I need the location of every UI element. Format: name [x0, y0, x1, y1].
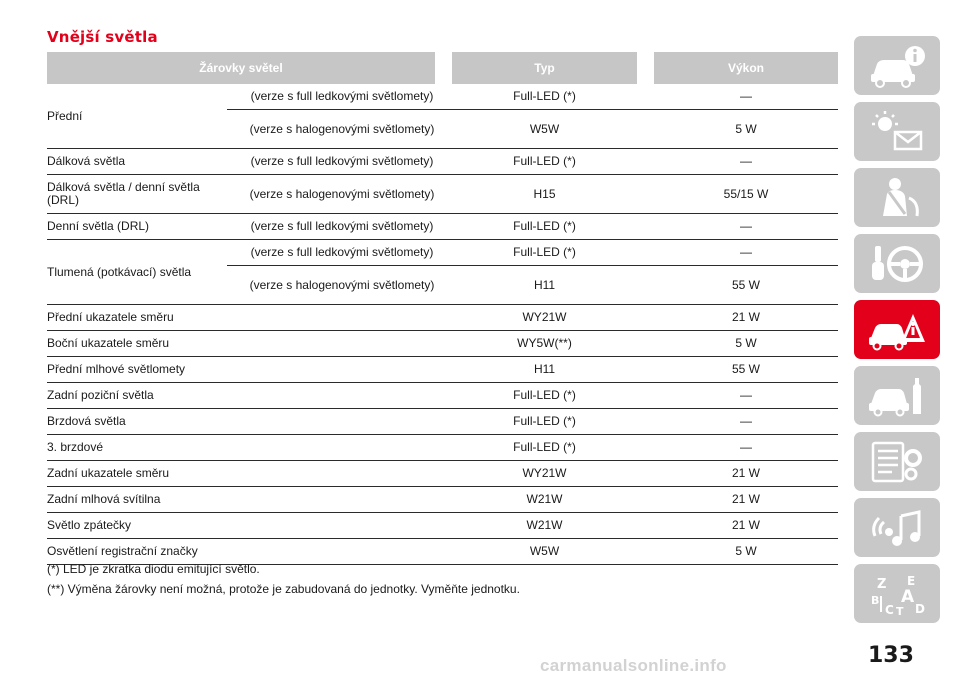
- bulb-type: Full-LED (*): [513, 440, 576, 454]
- bulb-power: 55 W: [731, 362, 760, 376]
- index-letter: E: [907, 573, 916, 588]
- bulb-name: Dálková světla: [47, 154, 126, 168]
- bulb-name: Zadní mlhová svítilna: [47, 492, 161, 506]
- bulb-power: —: [740, 245, 752, 259]
- multimedia-icon: [867, 506, 927, 550]
- index-icon: [867, 572, 927, 616]
- tab-multimedia[interactable]: [854, 498, 940, 557]
- bulb-name: Zadní ukazatele směru: [47, 466, 170, 480]
- car-maintenance-icon: [867, 374, 927, 418]
- technical-data-icon: [867, 440, 927, 484]
- table-subrow: [227, 84, 838, 110]
- index-letter: C: [885, 602, 894, 616]
- bulb-type: Full-LED (*): [513, 388, 576, 402]
- table-header: [47, 52, 838, 84]
- bulb-power: 5 W: [735, 336, 757, 350]
- bulb-type: W5W: [529, 544, 560, 558]
- tab-safety[interactable]: [854, 168, 940, 227]
- tab-dashboard-lights[interactable]: [854, 102, 940, 161]
- bulb-name: Osvětlení registrační značky: [47, 544, 198, 558]
- table-subrow: [227, 266, 838, 304]
- index-letter: D: [915, 601, 925, 616]
- dashboard-lights-icon: [867, 110, 927, 154]
- safety-seatbelt-icon: [867, 176, 927, 220]
- section-title: Vnější světla: [47, 28, 158, 46]
- bulb-power: —: [740, 89, 752, 103]
- index-letter: Z: [877, 576, 887, 592]
- variant: (verze s halogenovými světlomety): [249, 186, 435, 201]
- tab-key-steering[interactable]: [854, 234, 940, 293]
- tab-emergency[interactable]: [854, 300, 940, 359]
- footnote-unit: (**) Výměna žárovky není možná, protože je zabudovaná do jednotky. Vyměňte jednotku.: [47, 582, 520, 596]
- bulb-type: H11: [533, 362, 556, 376]
- bulb-power: 5 W: [735, 121, 757, 136]
- bulb-name: Tlumená (potkávací) světla: [47, 264, 192, 279]
- table-row: [47, 149, 838, 175]
- bulb-power: —: [740, 388, 752, 402]
- watermark: carmanualsonline.info: [540, 656, 727, 675]
- table-row: [47, 383, 838, 409]
- bulb-type: Full-LED (*): [513, 89, 576, 103]
- bulb-type: W5W: [529, 121, 560, 136]
- bulb-power: 21 W: [731, 466, 760, 480]
- bulb-name: Světlo zpátečky: [47, 518, 132, 532]
- table-row: [47, 214, 838, 240]
- variant: (verze s full ledkovými světlomety): [250, 219, 434, 233]
- bulb-name: Dálková světla / denní světla (DRL): [47, 180, 200, 207]
- bulb-power: —: [740, 414, 752, 428]
- table-subrow: [227, 240, 838, 266]
- bulb-name: Přední mlhové světlomety: [47, 362, 186, 376]
- tab-technical-data[interactable]: [854, 432, 940, 491]
- bulb-type: H15: [533, 186, 556, 201]
- header-type: Typ: [452, 52, 637, 84]
- bulb-type: Full-LED (*): [513, 414, 576, 428]
- bulb-name: Přední ukazatele směru: [47, 310, 174, 324]
- page-number: 133: [868, 643, 914, 668]
- bulb-power: —: [740, 154, 752, 168]
- table-subrow: [227, 110, 838, 148]
- index-letter: A: [901, 586, 915, 607]
- variant: (verze s full ledkovými světlomety): [250, 245, 434, 259]
- bulb-type: WY5W(**): [517, 336, 572, 350]
- bulb-power: 55 W: [731, 277, 760, 292]
- bulb-power: 21 W: [731, 518, 760, 532]
- bulb-type: Full-LED (*): [513, 154, 576, 168]
- bulb-type: H11: [533, 277, 556, 292]
- car-info-icon: [867, 44, 927, 88]
- bulb-name: Boční ukazatele směru: [47, 336, 170, 350]
- emergency-icon: [867, 308, 927, 352]
- bulb-power: —: [740, 440, 752, 454]
- table-row-group: [47, 240, 838, 305]
- bulb-power: 21 W: [731, 492, 760, 506]
- table-row: [47, 409, 838, 435]
- bulb-type: W21W: [526, 518, 563, 532]
- bulb-power: —: [740, 219, 752, 233]
- variant: (verze s full ledkovými světlomety): [250, 154, 434, 168]
- tab-maintenance[interactable]: [854, 366, 940, 425]
- tab-car-info[interactable]: [854, 36, 940, 95]
- table-row: [47, 461, 838, 487]
- bulb-power: 21 W: [731, 310, 760, 324]
- bulb-power: 5 W: [735, 544, 757, 558]
- variant: (verze s full ledkovými světlomety): [250, 89, 434, 103]
- bulb-type: W21W: [526, 492, 563, 506]
- bulb-name: Denní světla (DRL): [47, 219, 150, 233]
- tab-index[interactable]: [854, 564, 940, 623]
- table-row-group: [47, 84, 838, 149]
- variant: (verze s halogenovými světlomety): [249, 121, 435, 136]
- bulb-name: Brzdová světla: [47, 414, 126, 428]
- bulb-name: Přední: [47, 108, 83, 123]
- bulb-type: WY21W: [522, 466, 567, 480]
- table-row: [47, 357, 838, 383]
- chapter-sidebar: [854, 36, 940, 630]
- index-letter: T: [896, 604, 904, 616]
- bulb-type: Full-LED (*): [513, 245, 576, 259]
- bulb-type: Full-LED (*): [513, 219, 576, 233]
- table-row: [47, 435, 838, 461]
- table-row: [47, 175, 838, 214]
- table-row: [47, 305, 838, 331]
- table-row: [47, 331, 838, 357]
- table-row: [47, 487, 838, 513]
- header-bulb: Žárovky světel: [47, 52, 435, 84]
- bulb-type: WY21W: [522, 310, 567, 324]
- variant: (verze s halogenovými světlomety): [249, 277, 435, 292]
- bulb-table: [47, 52, 838, 565]
- bulb-power: 55/15 W: [723, 186, 769, 201]
- bulb-name: Zadní poziční světla: [47, 388, 154, 402]
- bulb-name: 3. brzdové: [47, 440, 104, 454]
- index-letter: B: [871, 593, 880, 607]
- footnote-led: (*) LED je zkratka diodu emitující světlo.: [47, 562, 260, 576]
- key-steering-wheel-icon: [867, 242, 927, 286]
- header-power: Výkon: [654, 52, 838, 84]
- table-row: [47, 513, 838, 539]
- footnotes: [47, 559, 520, 599]
